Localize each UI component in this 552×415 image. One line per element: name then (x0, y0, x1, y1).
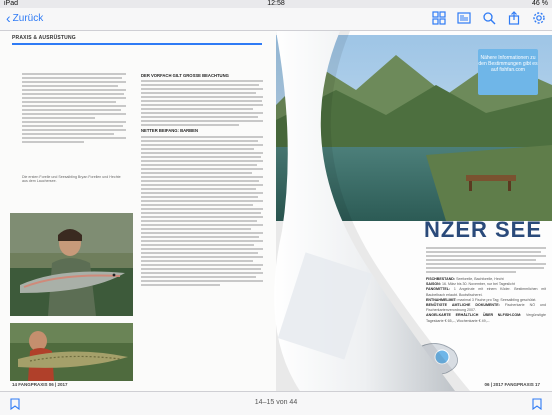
back-label: Zurück (12, 12, 44, 24)
info-row: FISCHBESTAND: Seeforelle, Bachforelle, Hecht (426, 277, 504, 281)
clock: 12:58 (267, 0, 285, 7)
search-icon (482, 11, 496, 25)
grid-icon (432, 11, 446, 25)
settings-button[interactable] (532, 11, 546, 25)
bottom-toolbar (0, 391, 552, 415)
gear-icon (532, 11, 546, 25)
info-row: BENÖTIGTE AMTLICHE DOKUMENTE: Fischerkarte NÖ und Fischerkartenverordnung 2007. (426, 303, 547, 313)
info-row: ANGELKARTE ERHÄLTLICH ÜBER NLFISH.COM: Vergünstigte Tageskarte € 65,–, Wochenkarte € 49,–. (426, 313, 546, 323)
section-heading-1: DER VORFACH GILT GROSSE BEACHTUNG (141, 73, 229, 78)
info-row: ENTNAHMELIMIT: maximal 3 Fische pro Tag; Seesaibling geschützt. (426, 297, 537, 302)
device-label: iPad (4, 0, 19, 7)
section-heading-2: NETTER BEIFANG: BARBEN (141, 128, 198, 134)
battery-level: 46 % (532, 0, 548, 7)
page-curl[interactable] (0, 31, 552, 391)
right-page-number: 06 | 2017 FANGPRAXIS 17 (484, 382, 540, 387)
right-bookmark-button[interactable] (532, 397, 542, 409)
share-icon (507, 11, 521, 25)
toolbar-actions (432, 11, 546, 25)
info-row: SAISON: 16. März bis 30. November, nur bei Tageslicht (426, 282, 515, 287)
info-row: FANGMITTEL: 1 Angelrute mit einem Köder. Bestimmlichen mit Baubelbach erlaubt. Bootsfischerei. (426, 287, 546, 297)
photo-caption: Die ersten Forelle und Seesaibling Bryan Forellen und Hechte aus dem Lauchersee. (22, 175, 121, 183)
top-toolbar (0, 8, 552, 31)
article-icon (457, 11, 471, 25)
search-button[interactable] (482, 11, 496, 25)
page-position: 14–15 von 44 (254, 399, 298, 406)
back-button[interactable] (6, 11, 43, 25)
share-button[interactable] (507, 11, 521, 25)
chevron-left-icon: ‹ (6, 10, 11, 26)
left-page-number: 14 FANGPRAXIS 06 | 2017 (12, 382, 68, 387)
lake-title: NZER SEE (424, 217, 543, 242)
info-badge[interactable]: Nähere Informationen zu den Bestimmungen gibt es auf fishfan.com (478, 49, 538, 95)
thumbnails-button[interactable] (432, 11, 446, 25)
left-running-head: PRAXIS & AUSRÜSTUNG (12, 35, 76, 41)
article-view-button[interactable] (457, 11, 471, 25)
bookmark-icon (532, 398, 542, 410)
magazine-spread[interactable] (0, 31, 552, 391)
status-bar (0, 0, 552, 8)
